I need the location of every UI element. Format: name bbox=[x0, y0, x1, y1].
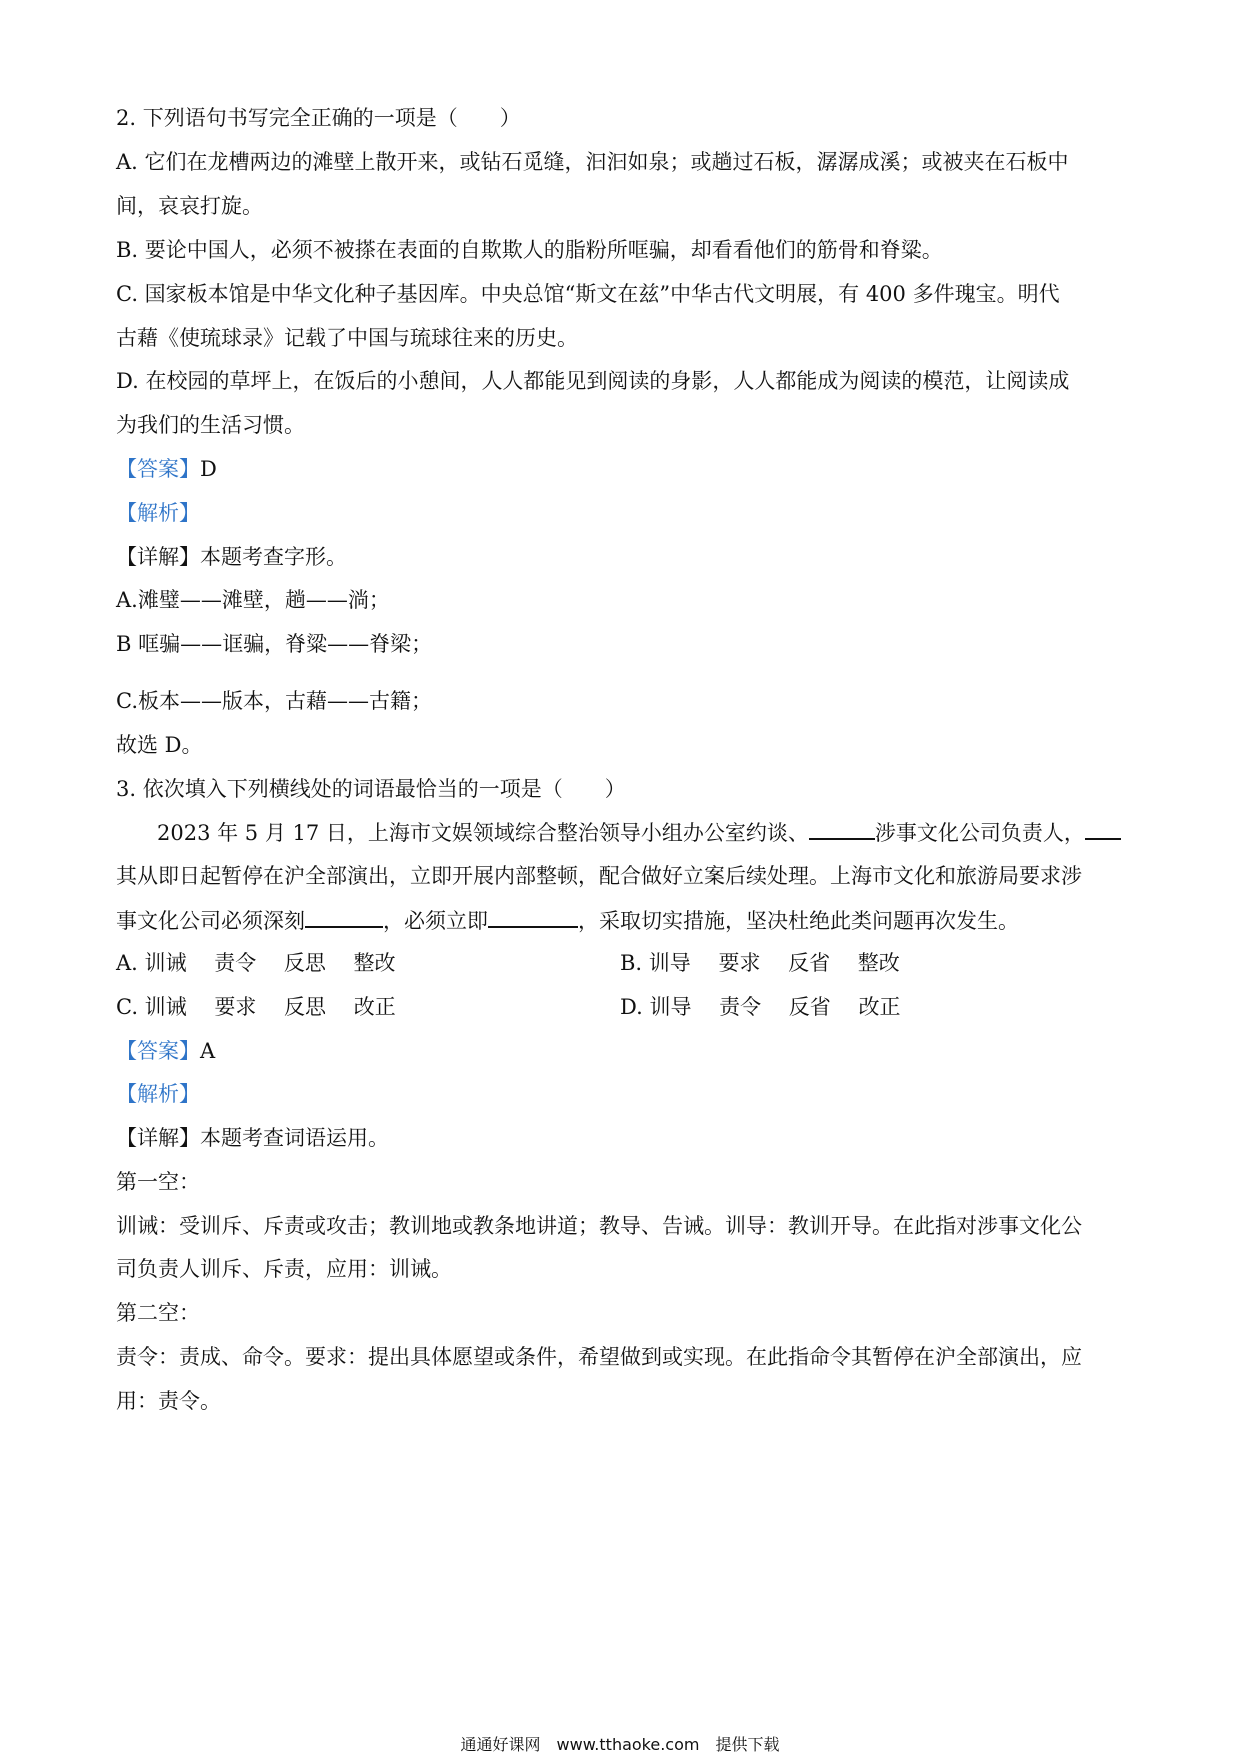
q2-option-b: B. 要论中国人，必须不被搽在表面的自欺欺人的脂粉所哐骗，却看看他们的筋骨和脊粱。 bbox=[116, 238, 943, 262]
q3-passage-part1b: 涉事文化公司负责人， bbox=[874, 821, 1085, 845]
q2-answer-label: 【答案】 bbox=[116, 457, 200, 481]
q3-passage-line1 bbox=[157, 818, 1121, 847]
q3-passage-part3c: ，采取切实措施，坚决杜绝此类问题再次发生。 bbox=[578, 909, 1019, 933]
q2-explain-b: B 哐骗——诓骗，脊粱——脊梁； bbox=[116, 632, 433, 656]
q3-passage-line3 bbox=[116, 906, 1019, 935]
page-footer: 通通好课网 www.tthaoke.com 提供下载 bbox=[460, 1735, 780, 1754]
q3-passage-part1a: 2023 年 5 月 17 日，上海市文娱领域综合整治领导小组办公室约谈、 bbox=[157, 821, 809, 845]
q3-answer-value: A bbox=[200, 1039, 216, 1063]
q3-stem: 3. 依次填入下列横线处的词语最恰当的一项是（ ） bbox=[116, 777, 626, 801]
q3-blank2-title: 第二空： bbox=[116, 1301, 200, 1325]
q3-option-b: B. 训导 要求 反省 整改 bbox=[620, 951, 900, 975]
q3-passage-part3b: ，必须立即 bbox=[383, 909, 488, 933]
q2-stem: 2. 下列语句书写完全正确的一项是（ ） bbox=[116, 106, 521, 130]
q2-option-c-line1: C. 国家板本馆是中华文化种子基因库。中央总馆“斯文在兹”中华古代文明展，有 400 多件瑰宝。明代 bbox=[116, 282, 1060, 306]
q2-detail: 【详解】本题考查字形。 bbox=[116, 545, 347, 569]
q3-blank1-line2: 司负责人训斥、斥责，应用：训诫。 bbox=[116, 1257, 452, 1281]
q3-blank-3 bbox=[305, 906, 383, 928]
q3-passage-line2: 其从即日起暂停在沪全部演出，立即开展内部整顿，配合做好立案后续处理。上海市文化和旅游局要求涉 bbox=[116, 864, 1082, 888]
q3-option-d: D. 训导 责令 反省 改正 bbox=[620, 995, 901, 1019]
q2-explain-a: A.滩璧——滩壁，趟——淌； bbox=[116, 588, 390, 612]
q3-blank-4 bbox=[488, 906, 578, 928]
q2-conclusion: 故选 D。 bbox=[116, 733, 203, 757]
q2-option-d-line1: D. 在校园的草坪上，在饭后的小憩间，人人都能见到阅读的身影，人人都能成为阅读的模范，让阅读成 bbox=[116, 369, 1070, 393]
q2-option-a-line2: 间，哀哀打旋。 bbox=[116, 194, 263, 218]
q2-answer-value: D bbox=[200, 457, 217, 481]
q3-answer bbox=[116, 1037, 215, 1065]
q3-blank-1 bbox=[809, 818, 875, 840]
q2-answer bbox=[116, 455, 217, 483]
q2-option-d-line2: 为我们的生活习惯。 bbox=[116, 413, 305, 437]
q3-detail: 【详解】本题考查词语运用。 bbox=[116, 1126, 389, 1150]
q3-blank-2 bbox=[1085, 818, 1121, 840]
q3-passage-part3a: 事文化公司必须深刻 bbox=[116, 909, 305, 933]
q3-analysis-label: 【解析】 bbox=[116, 1082, 200, 1106]
q3-answer-label: 【答案】 bbox=[116, 1039, 200, 1063]
q3-option-c: C. 训诫 要求 反思 改正 bbox=[116, 995, 396, 1019]
q2-explain-c: C.板本——版本，古藉——古籍； bbox=[116, 689, 432, 713]
q3-blank2-line1: 责令：责成、命令。要求：提出具体愿望或条件，希望做到或实现。在此指命令其暂停在沪全部演出，应 bbox=[116, 1345, 1082, 1369]
q2-option-a-line1: A. 它们在龙槽两边的滩壁上散开来，或钻石觅缝，汩汩如泉；或趟过石板，潺潺成溪；或被夹在石板中 bbox=[116, 150, 1069, 174]
q3-blank2-line2: 用：责令。 bbox=[116, 1389, 221, 1413]
q2-analysis-label: 【解析】 bbox=[116, 501, 200, 525]
q3-blank1-line1: 训诫：受训斥、斥责或攻击；教训地或教条地讲道；教导、告诫。训导：教训开导。在此指对涉事文化公 bbox=[116, 1214, 1082, 1238]
q3-option-a: A. 训诫 责令 反思 整改 bbox=[116, 951, 396, 975]
q2-option-c-line2: 古藉《使琉球录》记载了中国与琉球往来的历史。 bbox=[116, 326, 578, 350]
q3-blank1-title: 第一空： bbox=[116, 1170, 200, 1194]
